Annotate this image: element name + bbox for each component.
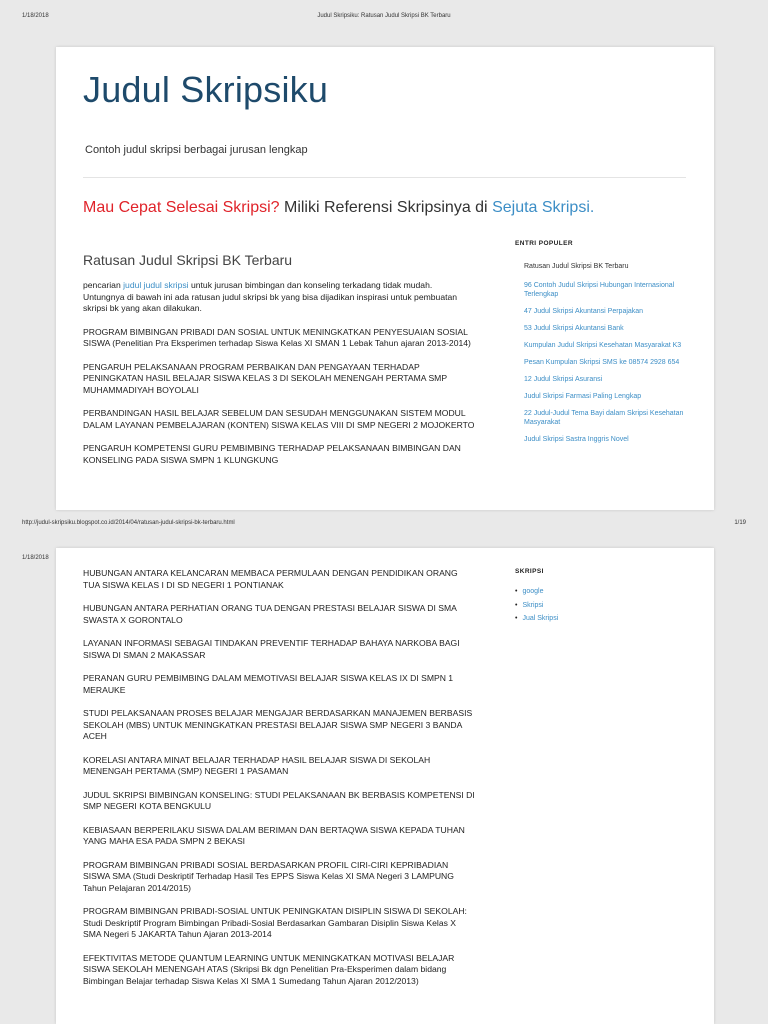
list-item: STUDI PELAKSANAAN PROSES BELAJAR MENGAJAR BERDASARKAN MANAJEMEN BERBASIS SEKOLAH (MBS) UNTUK MENINGKATKAN PRESTASI BELAJAR SISWA SMP NEGERI 3 BANDA ACEH [83,708,473,741]
list-item: PERANAN GURU PEMBIMBING DALAM MEMOTIVASI BELAJAR SISWA KELAS IX DI SMPN 1 MERAUKE [83,673,454,695]
list-item: HUBUNGAN ANTARA PERHATIAN ORANG TUA DENGAN PRESTASI BELAJAR SISWA DI SMA SWASTA X GORONTALO [83,603,457,625]
blog-page-card [56,47,714,510]
intro-link[interactable]: judul judul skripsi [123,280,189,290]
post-body [83,280,475,478]
popular-post-link[interactable]: Judul Skripsi Farmasi Paling Lengkap [524,393,642,400]
list-item: PROGRAM BIMBINGAN PRIBADI-SOSIAL UNTUK PENINGKATAN DISIPLIN SISWA DI SEKOLAH: Studi Deskriptif Program Bimbingan Pribadi-Sosial Berdasarkan Gambaran Disiplin Siswa Kelas X SMA Negeri 5 JAKARTA Tahun Ajaran 2013-2014 [83,906,467,939]
list-item: PROGRAM BIMBINGAN PRIBADI SOSIAL BERDASARKAN PROFIL CIRI-CIRI KEPRIBADIAN SISWA SMA (Studi Deskriptif Terhadap Hasil Tes EPPS Siswa Kelas XI SMA Negeri 3 LAMPUNG Tahun Pelajaran 2014/2015) [83,859,454,893]
post-title: Ratusan Judul Skripsi BK Terbaru [83,252,293,268]
list-item: PROGRAM BIMBINGAN PRIBADI DAN SOSIAL UNTUK MENINGKATKAN PENYESUAIAN SOSIAL SISWA (Penelitian Pra Eksperimen terhadap Siswa Kelas XI SMAN 1 Lebak Tahun ajaran 2013-2014) [83,326,471,348]
promo-red-text: Mau Cepat Selesai Skripsi? [83,199,280,216]
blog-page-card [56,548,714,1024]
print-url: http://judul-skripsiku.blogspot.co.id/2014/04/ratusan-judul-skripsi-bk-terbaru.html [22,520,235,526]
popular-post-link[interactable]: Pesan Kumpulan Skripsi SMS ke 08574 2928 654 [524,359,680,366]
popular-post-link[interactable]: Judul Skripsi Sastra Inggris Novel [524,436,629,443]
popular-post-link[interactable]: 22 Judul-Judul Tema Bayi dalam Skripsi Kesehatan Masyarakat [524,410,684,426]
labels-list [515,585,558,626]
list-item: HUBUNGAN ANTARA KELANCARAN MEMBACA PERMULAAN DENGAN PENDIDIKAN ORANG TUA SISWA KELAS I DI SD NEGERI 1 PONTIANAK [83,568,458,590]
promo-black-text: Miliki Referensi Skripsinya di [279,199,493,216]
popular-post-link[interactable]: 96 Contoh Judul Skripsi Hubungan Internasional Terlengkap [524,282,675,298]
promo-link[interactable]: Sejuta Skripsi. [492,199,595,216]
print-date: 1/18/2018 [22,13,49,19]
intro-prefix: pencarian [83,280,124,290]
popular-post-link[interactable]: Kumpulan Judul Skripsi Kesehatan Masyarakat K3 [524,342,682,349]
promo-banner [83,199,594,217]
list-item: EFEKTIVITAS METODE QUANTUM LEARNING UNTUK MENINGKATKAN MOTIVASI BELAJAR SISWA SEKOLAH MENENGAH ATAS (Skripsi Bk dgn Penelitian Pra-Eksperimen dalam bidang Bimbingan Belajar terhadap Siswa Kelas XI SMA 1 Sumedang Tahun Ajaran 2012/2013) [83,952,455,986]
print-date: 1/18/2018 [22,555,49,561]
print-footer [0,517,768,529]
label-link[interactable]: • Skripsi [515,599,558,613]
list-item: KORELASI ANTARA MINAT BELAJAR TERHADAP HASIL BELAJAR SISWA DI SEKOLAH MENENGAH PERTAMA (SMP) NEGERI 1 PASAMAN [83,754,431,776]
list-item: KEBIASAAN BERPERILAKU SISWA DALAM BERIMAN DAN BERTAQWA SISWA KEPADA TUHAN YANG MAHA ESA PADA SMPN 2 BEKASI [83,824,465,846]
popular-post-link[interactable]: Ratusan Judul Skripsi BK Terbaru [524,263,629,270]
post-body-continued [83,568,475,999]
intro-suffix: untuk jurusan bimbingan dan konseling terkadang tidak mudah. Untungnya di bawah ini ada ratusan judul skripsi bk yang bisa dijadikan inspirasi untuk pembuatan skripsi bk yang akan dilakukan. [83,280,458,313]
labels-heading: SKRIPSI [515,568,544,575]
list-item: PERBANDINGAN HASIL BELAJAR SEBELUM DAN SESUDAH MENGGUNAKAN SISTEM MODUL DALAM LAYANAN PEMBELAJARAN (KONTEN) SISWA KELAS VIII DI SMP NEGERI 2 MOJOKERTO [83,408,475,430]
blog-description: Contoh judul skripsi berbagai jurusan lengkap [85,144,308,156]
list-item: LAYANAN INFORMASI SEBAGAI TINDAKAN PREVENTIF TERHADAP BAHAYA NARKOBA BAGI SISWA DI SMAN 2 MAKASSAR [83,638,460,660]
list-item: PENGARUH KOMPETENSI GURU PEMBIMBING TERHADAP PELAKSANAAN BIMBINGAN DAN KONSELING PADA SISWA SMPN 1 KLUNGKUNG [83,443,461,465]
post-intro [83,280,475,315]
print-doc-title: Judul Skripsiku: Ratusan Judul Skripsi BK Terbaru [317,13,451,19]
print-header [0,10,768,22]
popular-posts-list [524,262,699,452]
popular-post-link[interactable]: 47 Judul Skripsi Akuntansi Perpajakan [524,308,644,315]
list-item: PENGARUH PELAKSANAAN PROGRAM PERBAIKAN DAN PENGAYAAN TERHADAP PENINGKATAN HASIL BELAJAR SISWA KELAS 3 DI SEKOLAH MENENGAH PERTAMA SMP MUHAMMADIYAH BOYOLALI [83,361,447,395]
print-page-number: 1/19 [734,520,746,526]
blog-title[interactable]: Judul Skripsiku [83,69,329,110]
header-divider [83,177,686,178]
list-item: JUDUL SKRIPSI BIMBINGAN KONSELING: STUDI PELAKSANAAN BK BERBASIS KOMPETENSI DI SMP NEGERI KOTA BENGKULU [83,789,475,811]
label-link[interactable]: • google [515,585,558,599]
popular-post-link[interactable]: 12 Judul Skripsi Asuransi [524,376,603,383]
label-link[interactable]: • Jual Skripsi [515,612,558,626]
popular-posts-heading: ENTRI POPULER [515,240,573,247]
popular-post-link[interactable]: 53 Judul Skripsi Akuntansi Bank [524,325,624,332]
